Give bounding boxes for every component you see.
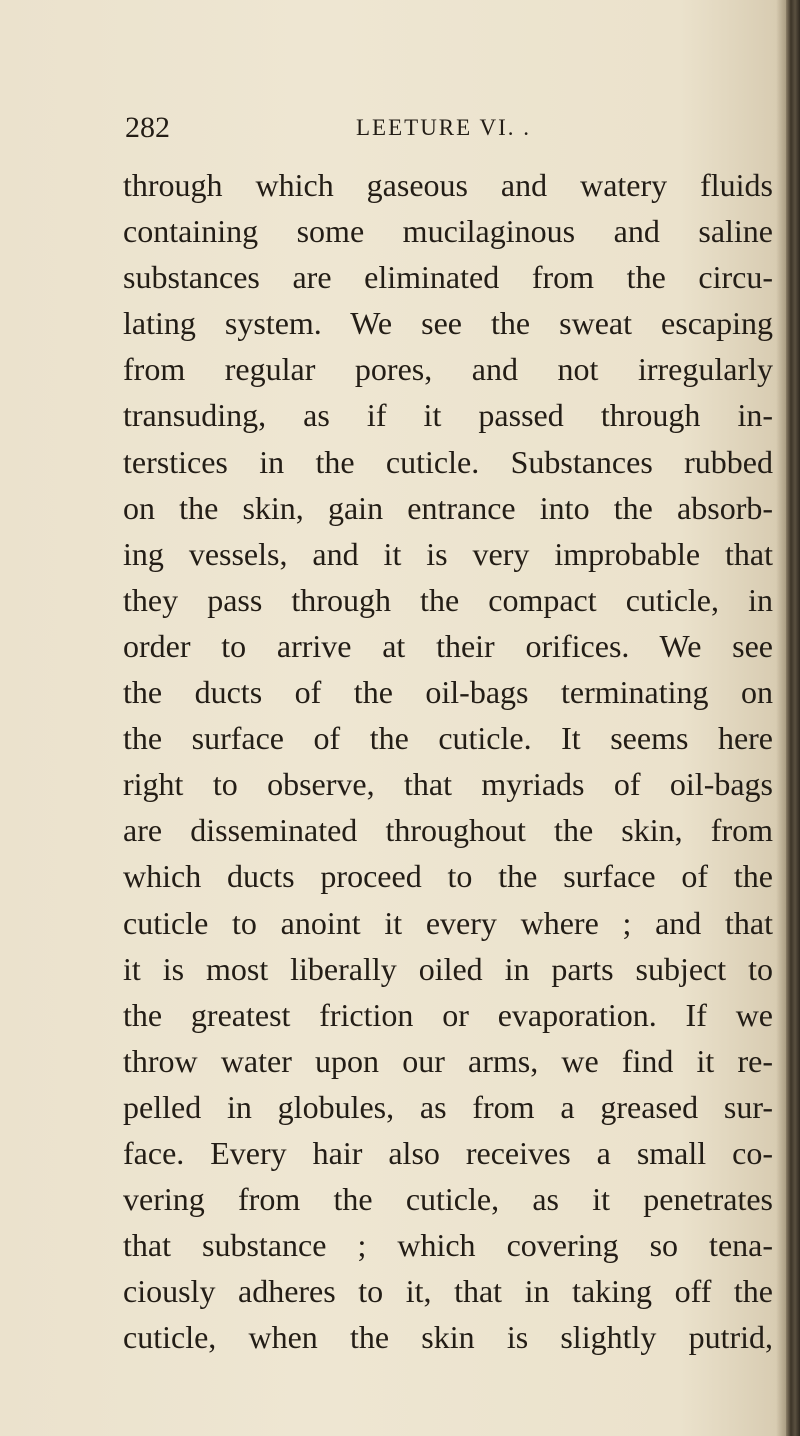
text-line: on the skin, gain entrance into the absorb-	[123, 489, 773, 526]
text-line: right to observe, that myriads of oil-bags	[123, 766, 773, 803]
text-line: pelled in globules, as from a greased sur-	[123, 1088, 773, 1125]
text-line: throw water upon our arms, we find it re-	[123, 1042, 773, 1079]
text-line: cuticle, when the skin is slightly putrid,	[123, 1319, 773, 1356]
text-line: the surface of the cuticle. It seems here	[123, 720, 773, 757]
page-number: 282	[125, 111, 170, 144]
text-line: from regular pores, and not irregularly	[123, 351, 773, 388]
text-line: lating system. We see the sweat escaping	[123, 305, 773, 342]
page-edge	[786, 0, 800, 1436]
text-line: which ducts proceed to the surface of the	[123, 858, 773, 895]
text-line: the greatest friction or evaporation. If we	[123, 996, 773, 1033]
page-gutter-shadow	[776, 0, 786, 1436]
text-line: order to arrive at their orifices. We see	[123, 627, 773, 664]
text-line: cuticle to anoint it every where ; and that	[123, 904, 773, 941]
running-head: LEETURE VI. .	[356, 115, 532, 140]
text-line: vering from the cuticle, as it penetrates	[123, 1181, 773, 1218]
text-line: are disseminated throughout the skin, from	[123, 812, 773, 849]
page-header	[125, 110, 765, 146]
text-line: they pass through the compact cuticle, in	[123, 581, 773, 618]
text-line: that substance ; which covering so tena-	[123, 1227, 773, 1264]
text-line: through which gaseous and watery fluids	[123, 167, 773, 203]
text-line: containing some mucilaginous and saline	[123, 213, 773, 250]
text-line: transuding, as if it passed through in-	[123, 397, 773, 434]
text-line: ing vessels, and it is very improbable that	[123, 535, 773, 572]
text-line: the ducts of the oil-bags terminating on	[123, 674, 773, 711]
text-line: it is most liberally oiled in parts subject to	[123, 950, 773, 987]
text-line: terstices in the cuticle. Substances rubbed	[123, 443, 773, 480]
text-line: ciously adheres to it, that in taking off the	[123, 1273, 773, 1310]
text-line: substances are eliminated from the circu-	[123, 259, 773, 296]
text-line: face. Every hair also receives a small co-	[123, 1134, 773, 1171]
body-text	[123, 162, 773, 1360]
